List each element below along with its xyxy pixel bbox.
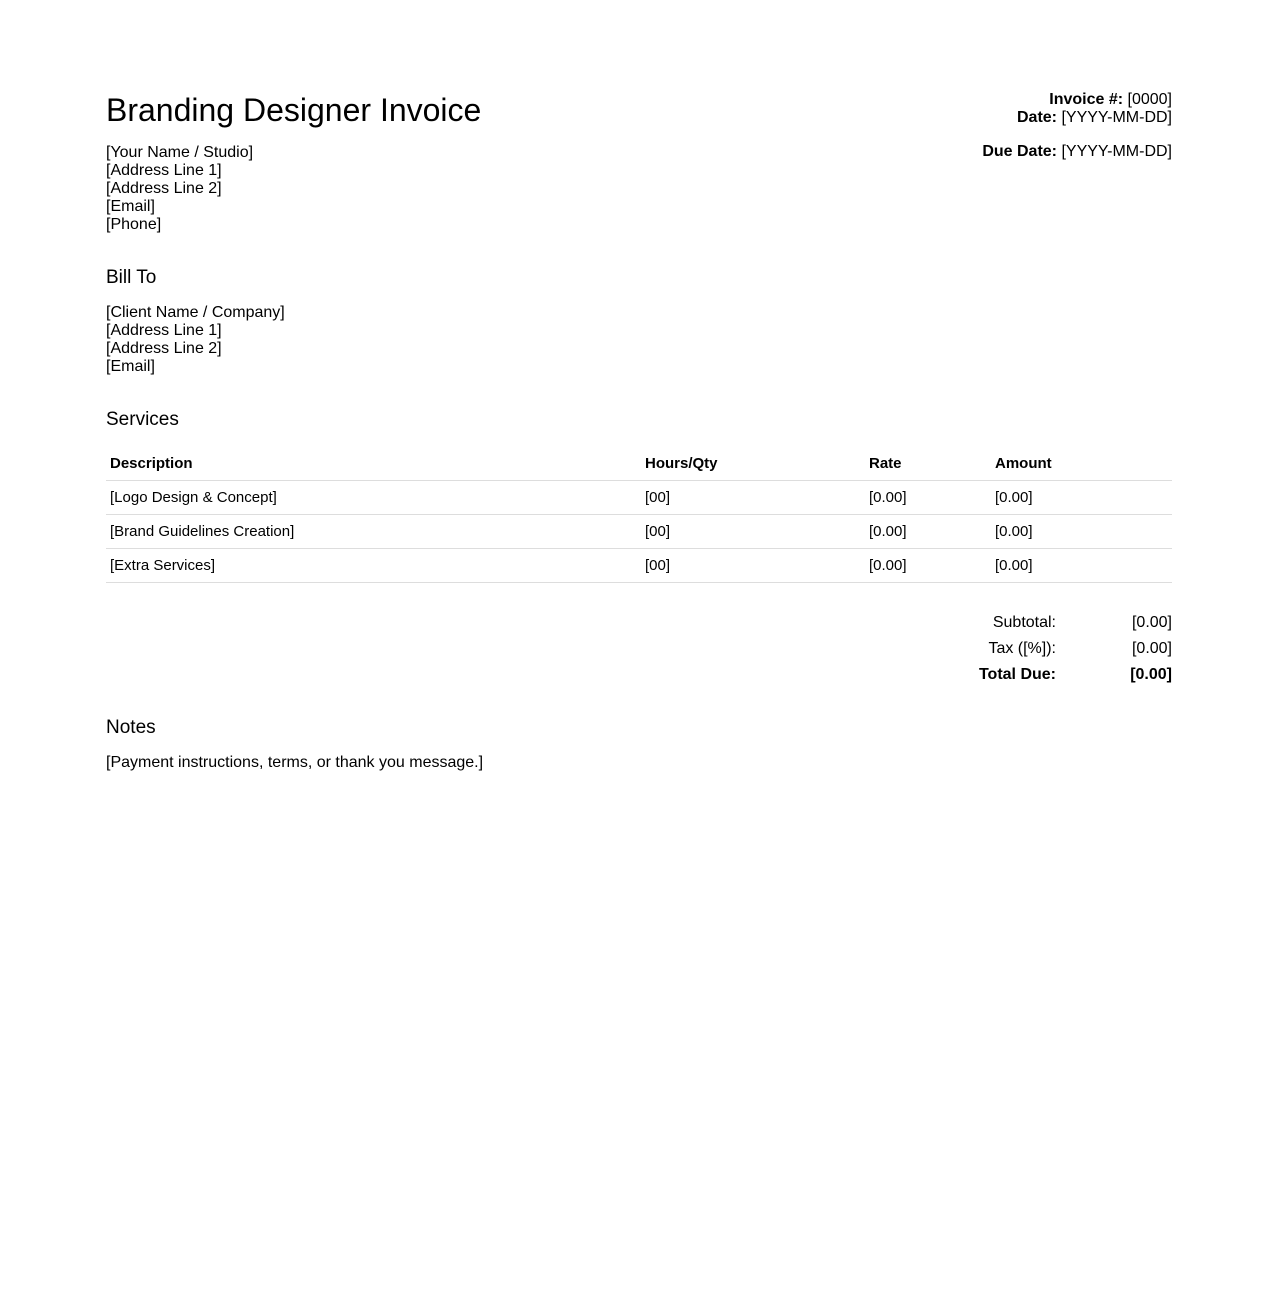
tax-value: [0.00] bbox=[1131, 640, 1172, 657]
client-address-line-1: [Address Line 1] bbox=[106, 322, 222, 339]
services-table bbox=[106, 447, 1172, 583]
row-amount: [0.00] bbox=[991, 481, 1172, 515]
invoice-date-value: [YYYY-MM-DD] bbox=[1061, 109, 1172, 126]
total-due-row bbox=[979, 665, 1172, 691]
invoice-meta bbox=[982, 91, 1172, 161]
column-header-description: Description bbox=[106, 447, 641, 481]
bill-to-info bbox=[106, 304, 285, 376]
table-row bbox=[106, 481, 1172, 515]
sender-info bbox=[106, 144, 253, 234]
bill-to-heading: Bill To bbox=[106, 267, 157, 288]
invoice-number-label: Invoice #: bbox=[1049, 91, 1124, 108]
invoice-title: Branding Designer Invoice bbox=[106, 92, 482, 128]
totals-summary bbox=[979, 613, 1172, 691]
subtotal-row bbox=[979, 613, 1172, 639]
sender-address-line-1: [Address Line 1] bbox=[106, 162, 222, 179]
table-row bbox=[106, 515, 1172, 549]
row-amount: [0.00] bbox=[991, 515, 1172, 549]
tax-label: Tax ([%]): bbox=[988, 640, 1056, 657]
sender-email: [Email] bbox=[106, 198, 155, 215]
row-rate: [0.00] bbox=[865, 515, 991, 549]
services-heading: Services bbox=[106, 409, 179, 430]
sender-address-line-2: [Address Line 2] bbox=[106, 180, 222, 197]
sender-phone: [Phone] bbox=[106, 216, 162, 233]
invoice-date-row bbox=[982, 109, 1172, 127]
total-due-value: [0.00] bbox=[1130, 666, 1172, 683]
row-amount: [0.00] bbox=[991, 549, 1172, 583]
due-date-value: [YYYY-MM-DD] bbox=[1061, 143, 1172, 160]
due-date-row bbox=[982, 143, 1172, 161]
table-row bbox=[106, 549, 1172, 583]
total-due-label: Total Due: bbox=[978, 666, 1056, 683]
row-description: [Extra Services] bbox=[106, 549, 641, 583]
client-name: [Client Name / Company] bbox=[106, 304, 285, 321]
row-description: [Brand Guidelines Creation] bbox=[106, 515, 641, 549]
client-email: [Email] bbox=[106, 358, 155, 375]
invoice-number-value: [0000] bbox=[1127, 91, 1172, 108]
tax-row bbox=[979, 639, 1172, 665]
client-address-line-2: [Address Line 2] bbox=[106, 340, 222, 357]
row-hours-qty: [00] bbox=[641, 515, 865, 549]
sender-name: [Your Name / Studio] bbox=[106, 144, 254, 161]
services-header-row bbox=[106, 447, 1172, 481]
row-rate: [0.00] bbox=[865, 549, 991, 583]
due-date-label: Due Date: bbox=[982, 143, 1058, 160]
invoice-date-label: Date: bbox=[1017, 109, 1058, 126]
column-header-rate: Rate bbox=[865, 447, 991, 481]
row-description: [Logo Design & Concept] bbox=[106, 481, 641, 515]
invoice-number-row bbox=[982, 91, 1172, 109]
notes-heading: Notes bbox=[106, 717, 156, 738]
subtotal-label: Subtotal: bbox=[992, 614, 1056, 631]
row-hours-qty: [00] bbox=[641, 549, 865, 583]
row-hours-qty: [00] bbox=[641, 481, 865, 515]
row-rate: [0.00] bbox=[865, 481, 991, 515]
column-header-hours-qty: Hours/Qty bbox=[641, 447, 865, 481]
column-header-amount: Amount bbox=[991, 447, 1172, 481]
notes-text: [Payment instructions, terms, or thank you message.] bbox=[106, 754, 484, 771]
subtotal-value: [0.00] bbox=[1131, 614, 1172, 631]
